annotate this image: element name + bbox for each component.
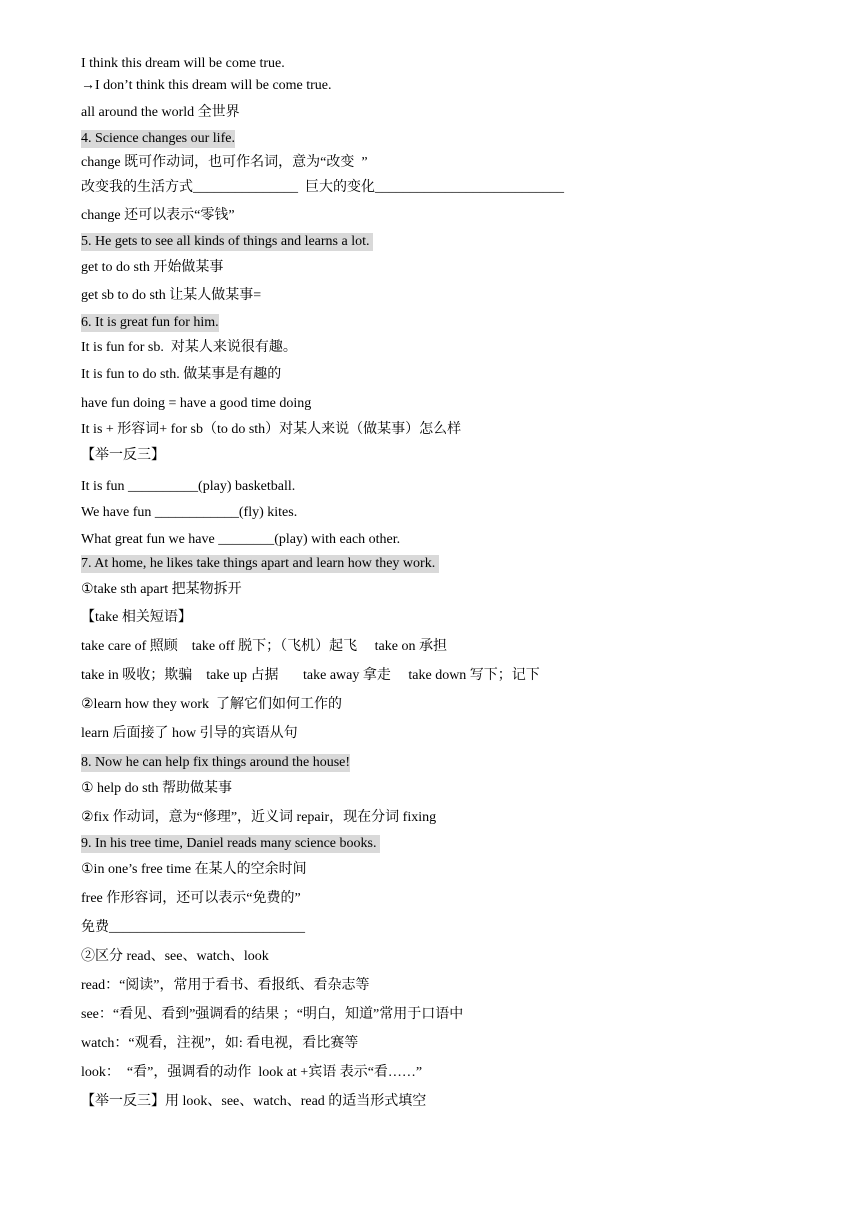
text-line — [81, 366, 781, 384]
text-line — [81, 504, 781, 522]
line-text: What great fun we have ________(play) with each other. — [81, 532, 401, 547]
text-line — [81, 55, 781, 73]
line-text: watch：“观看，注视”，如: 看电视，看比赛等 — [81, 1036, 359, 1051]
section-heading — [81, 835, 781, 853]
text-line — [81, 259, 781, 277]
line-text: 【举一反三】用 look、see、watch、read 的适当形式填空 — [81, 1094, 427, 1109]
line-text: 【举一反三】 — [81, 448, 165, 463]
text-line — [81, 179, 781, 197]
document-page — [81, 55, 781, 1111]
text-line — [81, 447, 781, 465]
line-text: all around the world 全世界 — [81, 105, 240, 120]
line-text: It is fun to do sth. 做某事是有趣的 — [81, 367, 282, 382]
line-text: ②fix 作动词，意为“修理”，近义词 repair，现在分词 fixing — [81, 810, 437, 825]
section-heading — [81, 314, 781, 332]
section-heading — [81, 555, 781, 573]
line-text: 免费____________________________ — [81, 920, 305, 935]
line-text: have fun doing = have a good time doing — [81, 396, 312, 411]
text-line — [81, 977, 781, 995]
text-line — [81, 154, 781, 172]
line-text: We have fun ____________(fly) kites. — [81, 505, 298, 520]
section-heading — [81, 130, 781, 148]
line-text: free 作形容词，还可以表示“免费的” — [81, 891, 301, 906]
highlighted-text: 8. Now he can help fix things around the house! — [81, 755, 351, 770]
highlighted-text: 4. Science changes our life. — [81, 131, 235, 146]
text-line — [81, 1035, 781, 1053]
line-text: see：“看见、看到”强调看的结果 ；“明白，知道”常用于口语中 — [81, 1007, 464, 1022]
line-text: It is + 形容词+ for sb（to do sth）对某人来说（做某事）怎么样 — [81, 422, 462, 437]
text-line — [81, 1006, 781, 1024]
text-line — [81, 861, 781, 879]
line-text: get to do sth 开始做某事 — [81, 260, 224, 275]
text-line — [81, 638, 781, 656]
line-text: 改变我的生活方式_______________ 巨大的变化___________________________ — [81, 180, 564, 195]
line-text: read：“阅读”，常用于看书、看报纸、看杂志等 — [81, 978, 370, 993]
text-line — [81, 77, 781, 95]
line-text: ②区分 read、see、watch、look — [81, 949, 269, 964]
highlighted-text: 5. He gets to see all kinds of things and learns a lot. — [81, 234, 373, 249]
text-line — [81, 809, 781, 827]
line-text: ①in one’s free time 在某人的空余时间 — [81, 862, 307, 877]
highlighted-text: 9. In his tree time, Daniel reads many science books. — [81, 836, 380, 851]
text-line — [81, 339, 781, 357]
line-text: ②learn how they work 了解它们如何工作的 — [81, 697, 343, 712]
text-line — [81, 667, 781, 685]
text-line — [81, 696, 781, 714]
highlighted-text: 6. It is great fun for him. — [81, 315, 219, 330]
text-line — [81, 421, 781, 439]
highlighted-text: 7. At home, he likes take things apart and learn how they work. — [81, 556, 439, 571]
text-line — [81, 919, 781, 937]
line-text: take care of 照顾 take off 脱下；（飞机）起飞 take on 承担 — [81, 639, 447, 654]
text-line — [81, 1064, 781, 1082]
text-line — [81, 1093, 781, 1111]
text-line — [81, 478, 781, 496]
text-line — [81, 581, 781, 599]
text-line — [81, 725, 781, 743]
line-text: It is fun __________(play) basketball. — [81, 479, 296, 494]
text-line — [81, 890, 781, 908]
line-text: get sb to do sth 让某人做某事= — [81, 288, 262, 303]
section-heading — [81, 233, 781, 251]
line-text: 【take 相关短语】 — [81, 610, 192, 625]
text-line — [81, 395, 781, 413]
text-line — [81, 104, 781, 122]
line-text: It is fun for sb. 对某人来说很有趣。 — [81, 340, 297, 355]
line-text: learn 后面接了 how 引导的宾语从句 — [81, 726, 298, 741]
line-text: change 还可以表示“零钱” — [81, 208, 235, 223]
text-line — [81, 780, 781, 798]
line-text: I think this dream will be come true. — [81, 56, 285, 71]
line-text: take in 吸收；欺骗 take up 占据 take away 拿走 take down 写下；记下 — [81, 668, 540, 683]
text-line — [81, 531, 781, 549]
section-heading — [81, 754, 781, 772]
line-text: change 既可作动词，也可作名词，意为“改变 ” — [81, 155, 368, 170]
text-line — [81, 207, 781, 225]
text-line — [81, 609, 781, 627]
text-line — [81, 948, 781, 966]
line-text: ①take sth apart 把某物拆开 — [81, 582, 242, 597]
line-text: look： “看”，强调看的动作 look at +宾语 表示“看……” — [81, 1065, 423, 1080]
line-text: ① help do sth 帮助做某事 — [81, 781, 232, 796]
text-line — [81, 287, 781, 305]
line-text: →I don’t think this dream will be come true. — [81, 78, 332, 93]
